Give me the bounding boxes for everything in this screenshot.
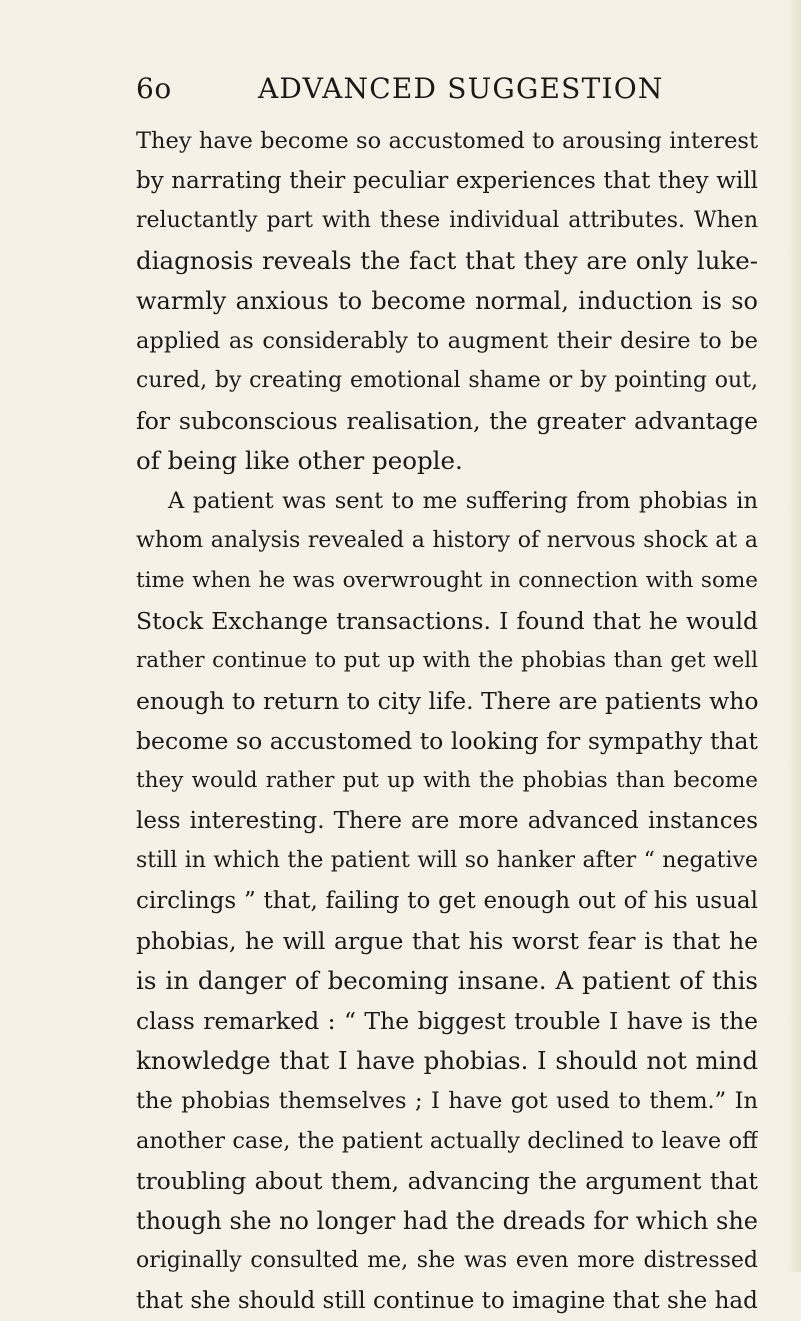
text-line: circlings ” that, failing to get enough out of his usual xyxy=(136,888,758,914)
text-line: is in danger of becoming insane. A patient of this xyxy=(136,966,758,995)
text-line: diagnosis reveals the fact that they are only luke- xyxy=(136,246,758,275)
text-line: reluctantly part with these individual attributes. When xyxy=(136,208,758,233)
text-line: warmly anxious to become normal, induction is so xyxy=(136,287,758,315)
page-edge-shadow xyxy=(787,0,801,1272)
text-line: another case, the patient actually declined to leave off xyxy=(136,1128,758,1154)
text-line: less interesting. There are more advanced instances xyxy=(136,808,758,834)
text-line: originally consulted me, she was even more distressed xyxy=(136,1248,758,1273)
text-line: applied as considerably to augment their desire to be xyxy=(136,328,758,354)
text-line: troubling about them, advancing the argument that xyxy=(136,1167,758,1195)
text-line: become so accustomed to looking for sympathy that xyxy=(136,727,758,755)
text-line: that she should still continue to imagine that she had xyxy=(136,1288,758,1314)
text-line: Stock Exchange transactions. I found that he would xyxy=(136,607,758,635)
text-line: cured, by creating emotional shame or by pointing out, xyxy=(136,368,758,393)
running-title: ADVANCED SUGGESTION xyxy=(258,72,664,105)
text-line: rather continue to put up with the phobias than get well xyxy=(136,648,758,673)
text-line: enough to return to city life. There are patients who xyxy=(136,687,758,715)
text-line: time when he was overwrought in connection with some xyxy=(136,568,758,593)
text-line: for subconscious realisation, the greater advantage xyxy=(136,407,758,435)
text-line: by narrating their peculiar experiences that they will xyxy=(136,168,758,194)
text-line: class remarked : “ The biggest trouble I have is the xyxy=(136,1007,758,1035)
text-line: of being like other people. xyxy=(136,446,463,475)
text-line: phobias, he will argue that his worst fear is that he xyxy=(136,927,758,955)
text-line: the phobias themselves ; I have got used to them.” In xyxy=(136,1088,758,1114)
text-line: They have become so accustomed to arousing interest xyxy=(136,128,758,154)
text-line: knowledge that I have phobias. I should not mind xyxy=(136,1046,758,1075)
text-line: they would rather put up with the phobias than become xyxy=(136,768,758,793)
text-line: whom analysis revealed a history of nervous shock at a xyxy=(136,528,758,553)
running-head xyxy=(136,72,756,112)
body-text xyxy=(136,121,758,1321)
text-line: though she no longer had the dreads for which she xyxy=(136,1207,758,1235)
paragraph-start-line: A patient was sent to me suffering from phobias in xyxy=(168,488,758,514)
text-line: still in which the patient will so hanker after “ negative xyxy=(136,848,758,873)
page-number: 6o xyxy=(136,72,172,105)
